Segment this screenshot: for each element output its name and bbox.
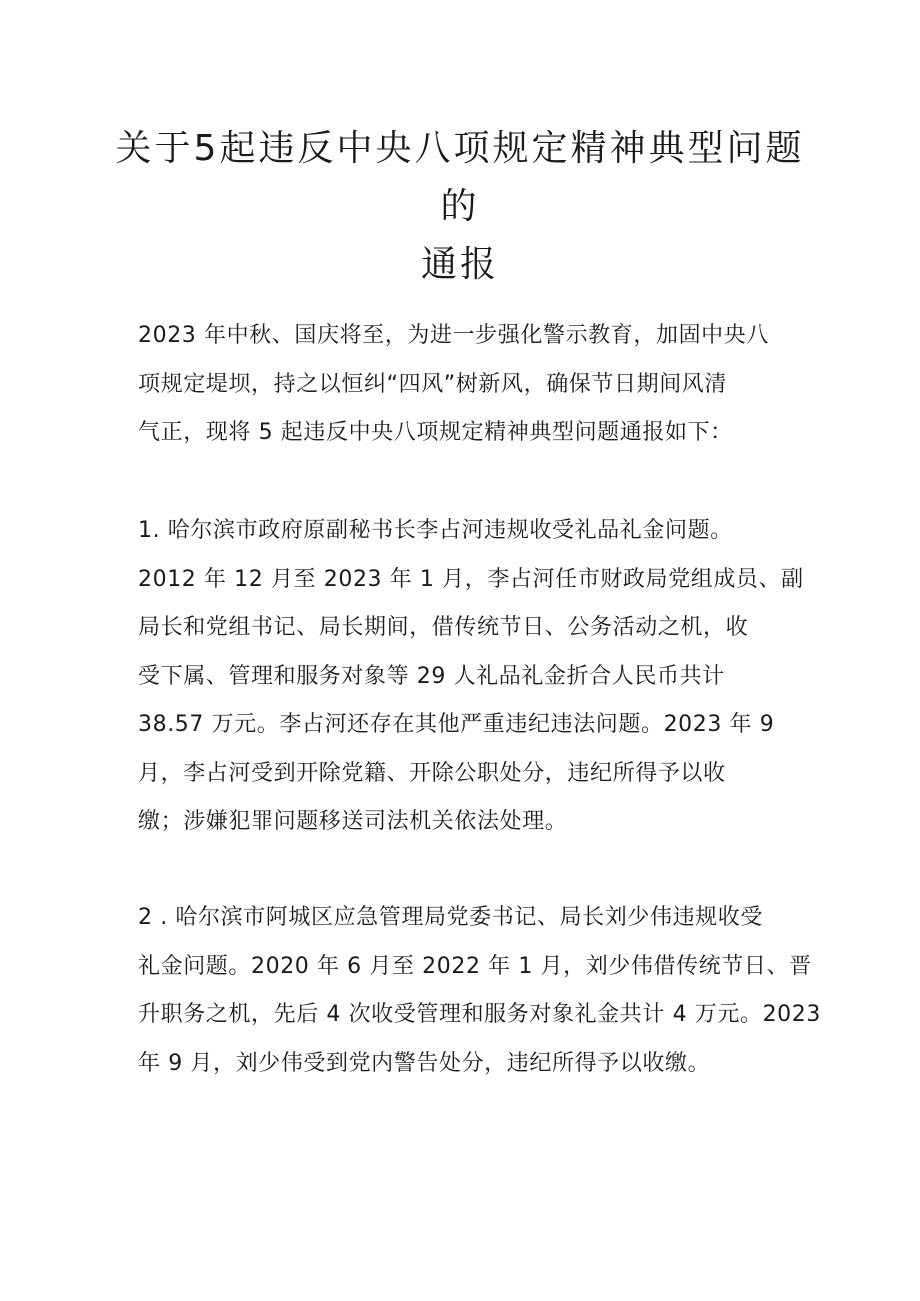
text-line: 2012 年 12 月至 2023 年 1 月，李占河任市财政局党组成员、副 <box>138 566 804 592</box>
text-line: 2023 年中秋、国庆将至，为进一步强化警示教育，加固中央八 <box>138 323 769 348</box>
text-line: 局长和党组书记、局长期间，借传统节日、公务活动之机，收 <box>138 615 749 640</box>
intro-paragraph <box>138 312 786 458</box>
title-line: 通报 <box>420 244 499 285</box>
text-line: 气正，现将 5 起违反中央八项规定精神典型问题通报如下： <box>138 420 733 445</box>
text-line: 2 . 哈尔滨市阿城区应急管理局党委书记、局长刘少伟违规收受 <box>138 905 763 930</box>
text-line: 年 9 月，刘少伟受到党内警告处分，违纪所得予以收缴。 <box>138 1050 711 1076</box>
text-line: 升职务之机，先后 4 次收受管理和服务对象礼金共计 4 万元。2023 <box>138 1002 821 1027</box>
text-line: 礼金问题。2020 年 6 月至 2022 年 1 月，刘少伟借传统节日、晋 <box>138 953 812 979</box>
text-line: 项规定堤坝，持之以恒纠“四风”树新风，确保节日期间风清 <box>138 371 727 397</box>
document-title <box>110 120 810 294</box>
text-line: 38.57 万元。李占河还存在其他严重违纪违法问题。2023 年 9 <box>138 712 775 737</box>
text-line: 缴；涉嫌犯罪问题移送司法机关依法处理。 <box>138 809 568 834</box>
case-item-2 <box>138 894 821 1088</box>
title-line: 关于5起违反中央八项规定精神典型问题的 <box>115 128 805 227</box>
text-line: 受下属、管理和服务对象等 29 人礼品礼金折合人民币共计 <box>138 663 725 689</box>
case-item-1 <box>138 507 804 847</box>
text-line: 1. 哈尔滨市政府原副秘书长李占河违规收受礼品礼金问题。 <box>138 518 733 543</box>
text-line: 月，李占河受到开除党籍、开除公职处分，违纪所得予以收 <box>138 760 726 786</box>
